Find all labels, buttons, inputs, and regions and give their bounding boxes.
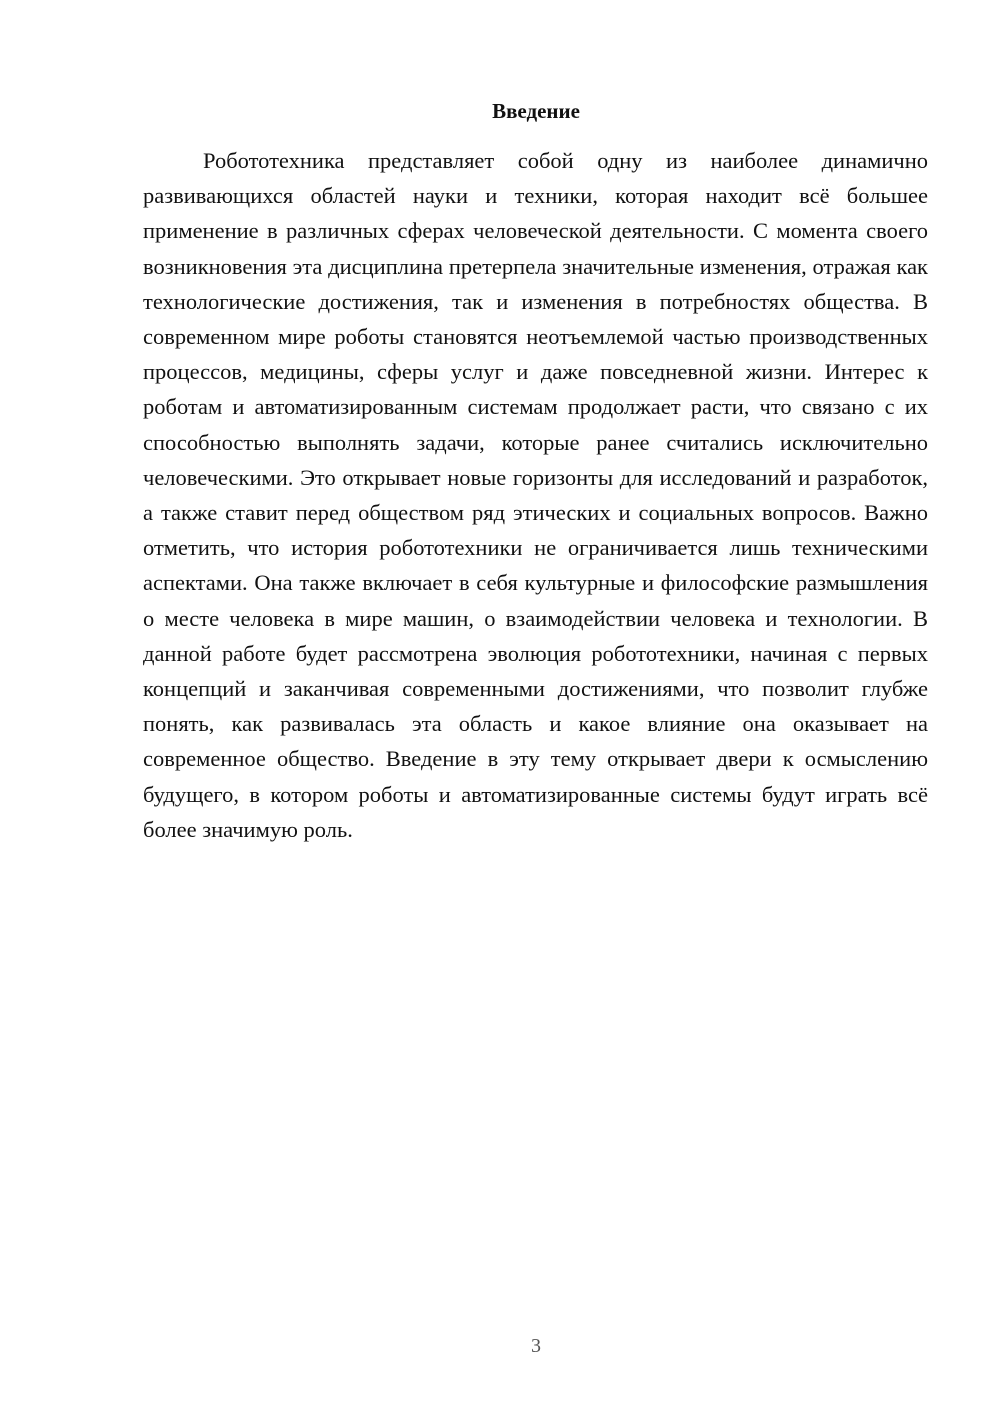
page-number: 3 <box>531 1335 541 1357</box>
section-heading: Введение <box>492 99 580 123</box>
body-paragraph: Робототехника представляет собой одну из наиболее динамично развивающихся областей науки и техники, которая находит всё большее применение в различных сферах человеческой деятельности. С момента своего возникновения эта дисциплина претерпела значительные изменения, отражая как технологические достижения, так и изменения в потребностях общества. В современном мире роботы становятся неотъемлемой частью производственных процессов, медицины, сферы услуг и даже повседневной жизни. Интерес к роботам и автоматизированным системам продолжает расти, что связано с их способностью выполнять задачи, которые ранее считались исключительно человеческими. Это открывает новые горизонты для исследований и разработок, а также ставит перед обществом ряд этических и социальных вопросов. Важно отметить, что история робототехники не ограничивается лишь техническими аспектами. Она также включает в себя культурные и философские размышления о месте человека в мире машин, о взаимодействии человека и технологии. В данной работе будет рассмотрена эволюция робототехники, начиная с первых концепций и заканчивая современными достижениями, что позволит глубже понять, как развивалась эта область и какое влияние она оказывает на современное общество. Введение в эту тему открывает двери к осмыслению будущего, в котором роботы и автоматизированные системы будут играть всё более значимую роль. <box>143 148 928 842</box>
